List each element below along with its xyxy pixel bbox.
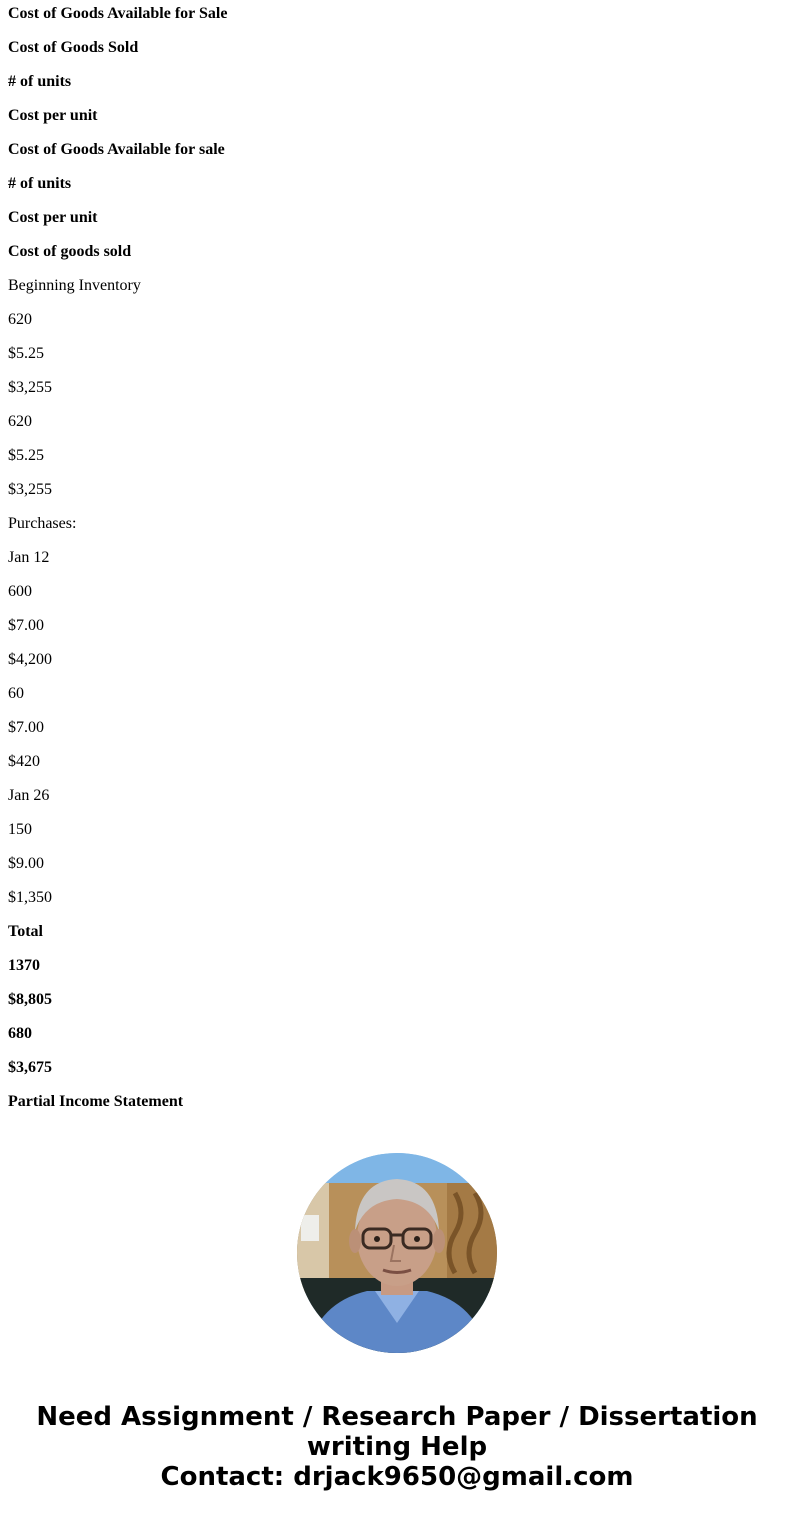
document-line: Cost per unit (8, 209, 98, 226)
document-line: Purchases: (8, 515, 77, 532)
document-line: Jan 12 (8, 549, 50, 566)
document-line: Cost of goods sold (8, 243, 132, 260)
document-line: $7.00 (8, 719, 44, 736)
document-line: $7.00 (8, 617, 44, 634)
document-line: $4,200 (8, 651, 52, 668)
document-line: $8,805 (8, 991, 52, 1008)
document-line: $1,350 (8, 889, 52, 906)
document-line: Cost of Goods Available for sale (8, 141, 225, 158)
document-line: 600 (8, 583, 32, 600)
document-line: $3,255 (8, 481, 52, 498)
document-line: 1370 (8, 957, 40, 974)
document-line: # of units (8, 73, 72, 90)
document-line: Partial Income Statement (8, 1093, 184, 1110)
promo-headline: Need Assignment / Research Paper / Dissertation (36, 1402, 758, 1432)
document-line: $9.00 (8, 855, 44, 872)
document-line: 680 (8, 1025, 32, 1042)
document-line: 150 (8, 821, 32, 838)
author-photo-icon (297, 1153, 497, 1353)
document-line: $5.25 (8, 447, 44, 464)
document-line: 60 (8, 685, 24, 702)
promo-contact: Contact: drjack9650@gmail.com (160, 1462, 634, 1492)
document-line: Jan 26 (8, 787, 50, 804)
author-avatar (297, 1153, 497, 1353)
document-lines (8, 0, 778, 1122)
document-line: Total (8, 923, 43, 940)
document-line: # of units (8, 175, 72, 192)
document-line: $3,675 (8, 1059, 52, 1076)
document-line: Cost per unit (8, 107, 98, 124)
document-line: Beginning Inventory (8, 277, 141, 294)
promo-banner (0, 1402, 794, 1492)
document-line: Cost of Goods Available for Sale (8, 5, 228, 22)
document-line: $420 (8, 753, 40, 770)
promo-subheadline: writing Help (306, 1432, 488, 1462)
document-line: Cost of Goods Sold (8, 39, 139, 56)
document-line: $5.25 (8, 345, 44, 362)
document-line: 620 (8, 311, 32, 328)
document-line: 620 (8, 413, 32, 430)
document-line: $3,255 (8, 379, 52, 396)
